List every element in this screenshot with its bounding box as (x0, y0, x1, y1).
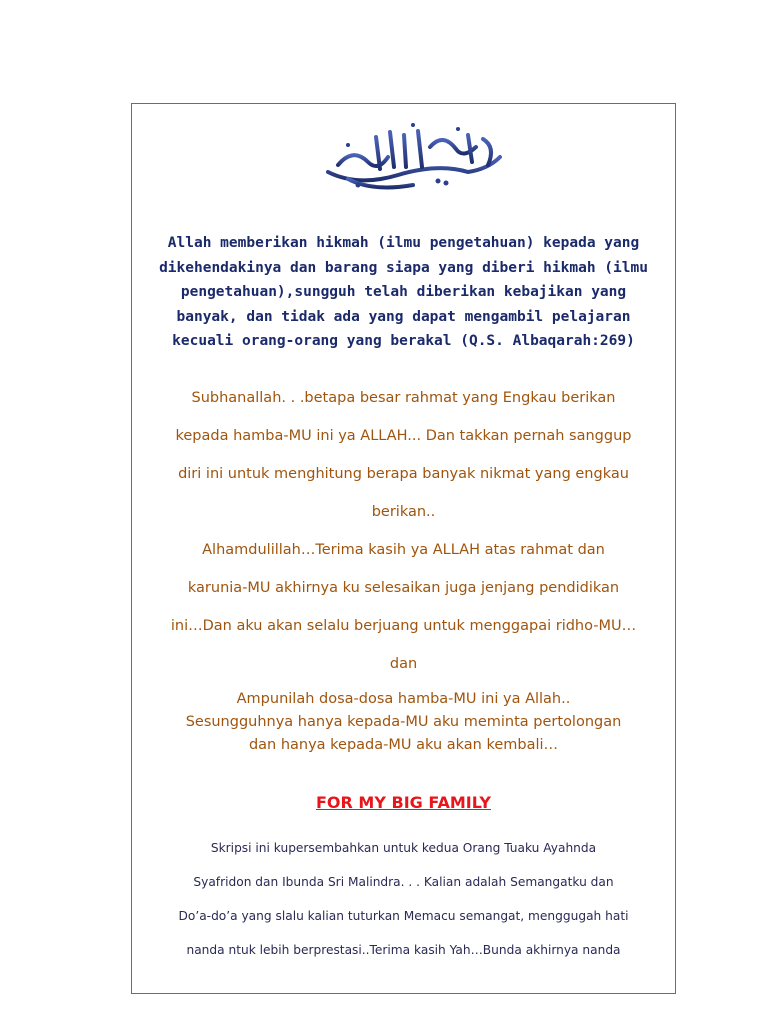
prayer-line: Subhanallah. . .betapa besar rahmat yang Engkau berikan (191, 390, 616, 406)
prayer-closing-line: Sesungguhnya hanya kepada-MU aku meminta pertolongan (185, 714, 622, 730)
verse-line: kecuali orang-orang yang berakal (Q.S. Albaqarah:269) (172, 333, 635, 349)
dedication-text (132, 837, 675, 973)
dedication-line: Do’a-do’a yang slalu kalian tuturkan Memacu semangat, menggugah hati (178, 909, 629, 923)
bismillah-calligraphy-graphic (318, 117, 508, 197)
family-heading (132, 793, 675, 812)
prayer-closing-line: Ampunilah dosa-dosa hamba-MU ini ya Allah.. (236, 691, 571, 707)
prayer-closing-line: dan hanya kepada-MU aku akan kembali… (248, 737, 559, 753)
prayer-line: Alhamdulillah…Terima kasih ya ALLAH atas rahmat dan (202, 542, 605, 558)
page-frame (131, 103, 676, 994)
prayer-text (132, 384, 675, 757)
quran-verse (132, 231, 675, 354)
prayer-line: dan (389, 656, 418, 672)
verse-line: banyak, dan tidak ada yang dapat mengambil pelajaran (176, 308, 631, 325)
verse-line: Allah memberikan hikmah (ilmu pengetahuan) kepada yang (167, 235, 640, 251)
prayer-line: diri ini untuk menghitung berapa banyak nikmat yang engkau (178, 466, 629, 482)
dedication-line: Skripsi ini kupersembahkan untuk kedua Orang Tuaku Ayahnda (210, 841, 597, 855)
bismillah-calligraphy (318, 117, 508, 197)
prayer-line: berikan.. (371, 504, 436, 520)
dedication-line: nanda ntuk lebih berprestasi..Terima kasih Yah…Bunda akhirnya nanda (186, 943, 621, 957)
dedication-line: Syafridon dan Ibunda Sri Malindra. . . Kalian adalah Semangatku dan (193, 875, 614, 889)
family-heading-text: FOR MY BIG FAMILY (316, 793, 491, 812)
verse-line: pengetahuan),sungguh telah diberikan kebajikan yang (180, 284, 627, 300)
prayer-line: ini…Dan aku akan selalu berjuang untuk menggapai ridho-MU… (170, 618, 637, 634)
verse-line: dikehendakinya dan barang siapa yang diberi hikmah (ilmu (159, 259, 648, 276)
prayer-line: kepada hamba-MU ini ya ALLAH... Dan takkan pernah sanggup (175, 428, 632, 444)
prayer-line: karunia-MU akhirnya ku selesaikan juga jenjang pendidikan (187, 580, 620, 596)
